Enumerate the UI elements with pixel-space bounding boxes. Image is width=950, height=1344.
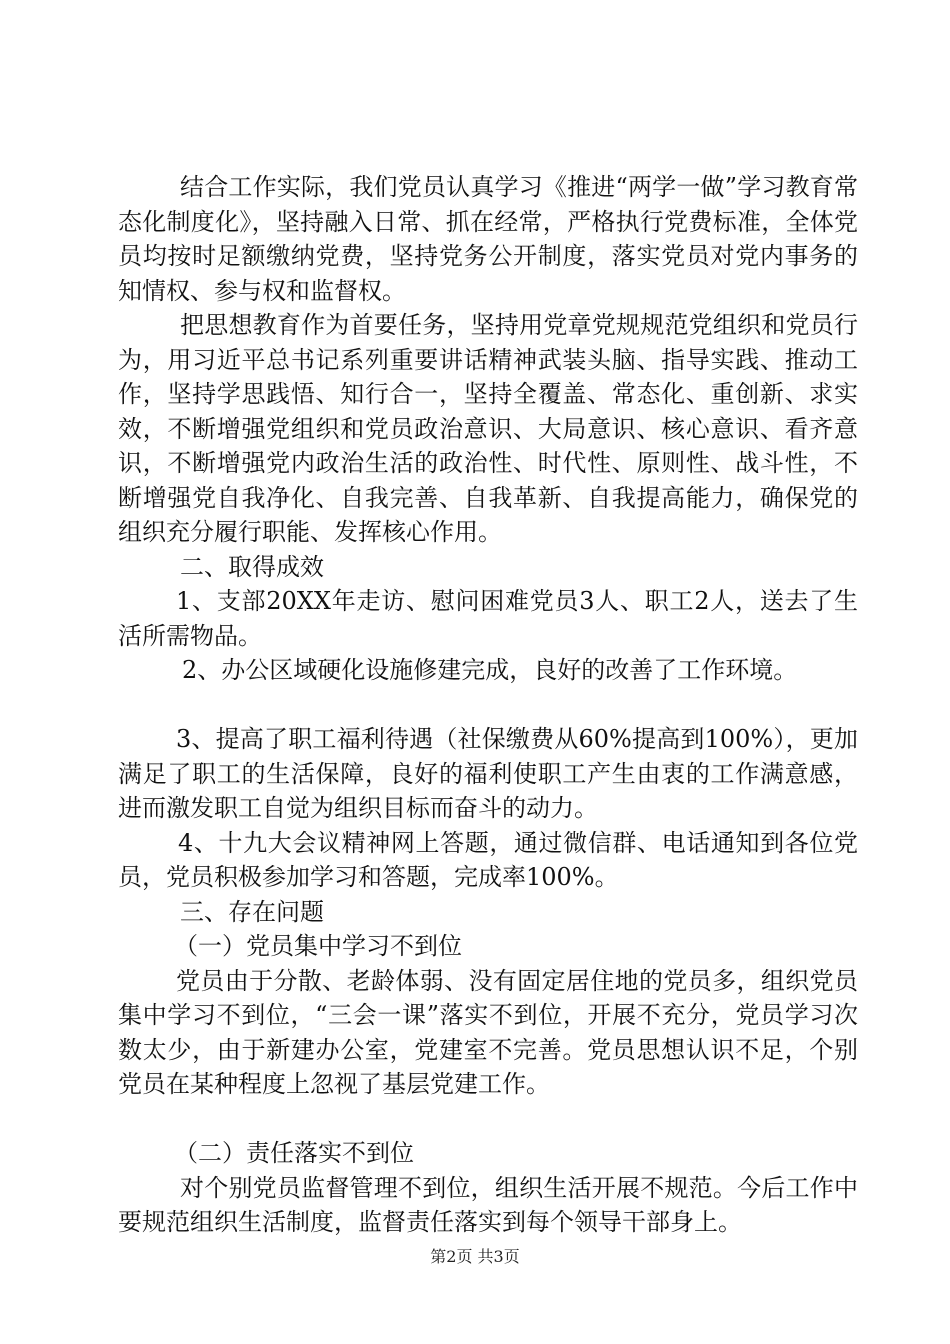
paragraph-practice: 结合工作实际，我们党员认真学习《推进“两学一做”学习教育常态化制度化》，坚持融入日常、抓在经常，严格执行党费标准，全体党员均按时足额缴纳党费，坚持党务公开制度，落实党员对党内事务的知情权、参与权和监督权。	[118, 173, 858, 305]
achievement-item: 4、十九大会议精神网上答题，通过微信群、电话通知到各位党员，党员积极参加学习和答题，完成率100%。	[118, 828, 858, 891]
section-title-achievements: 二、取得成效	[180, 552, 324, 581]
section-title-problems: 三、存在问题	[180, 897, 324, 926]
problem-title-responsibility: （二）责任落实不到位	[174, 1139, 414, 1167]
problem-text-responsibility: 对个别党员监督管理不到位，组织生活开展不规范。今后工作中要规范组织生活制度，监督责任落实到每个领导干部身上。	[118, 1173, 858, 1236]
problem-text-study: 党员由于分散、老龄体弱、没有固定居住地的党员多，组织党员集中学习不到位，“三会一课”落实不到位，开展不充分，党员学习次数太少，由于新建办公室，党建室不完善。党员思想认识不足，个别党员在某种程度上忽视了基层党建工作。	[118, 966, 858, 1098]
achievement-item: 2、办公区域硬化设施修建完成，良好的改善了工作环境。	[182, 656, 798, 684]
page-footer: 第2页 共3页	[430, 1247, 520, 1266]
achievement-item: 3、提高了职工福利待遇（社保缴费从60%提高到100%），更加满足了职工的生活保障，良好的福利使职工产生由衷的工作满意感，进而激发职工自觉为组织目标而奋斗的动力。	[118, 725, 858, 822]
spacer	[118, 1102, 858, 1137]
paragraph-ideology: 把思想教育作为首要任务，坚持用党章党规规范党组织和党员行为，用习近平总书记系列重要讲话精神武装头脑、指导实践、推动工作，坚持学思践悟、知行合一，坚持全覆盖、常态化、重创新、求实效，不断增强党组织和党员政治意识、大局意识、核心意识、看齐意识，不断增强党内政治生活的政治性、时代性、原则性、战斗性，不断增强党自我净化、自我完善、自我革新、自我提高能力，确保党的组织充分履行职能、发挥核心作用。	[118, 311, 858, 546]
achievement-item: 1、支部20XX年走访、慰问困难党员3人、职工2人，送去了生活所需物品。	[118, 587, 858, 650]
document-body	[118, 170, 858, 1240]
problem-title-study: （一）党员集中学习不到位	[174, 932, 462, 960]
spacer	[118, 688, 858, 723]
